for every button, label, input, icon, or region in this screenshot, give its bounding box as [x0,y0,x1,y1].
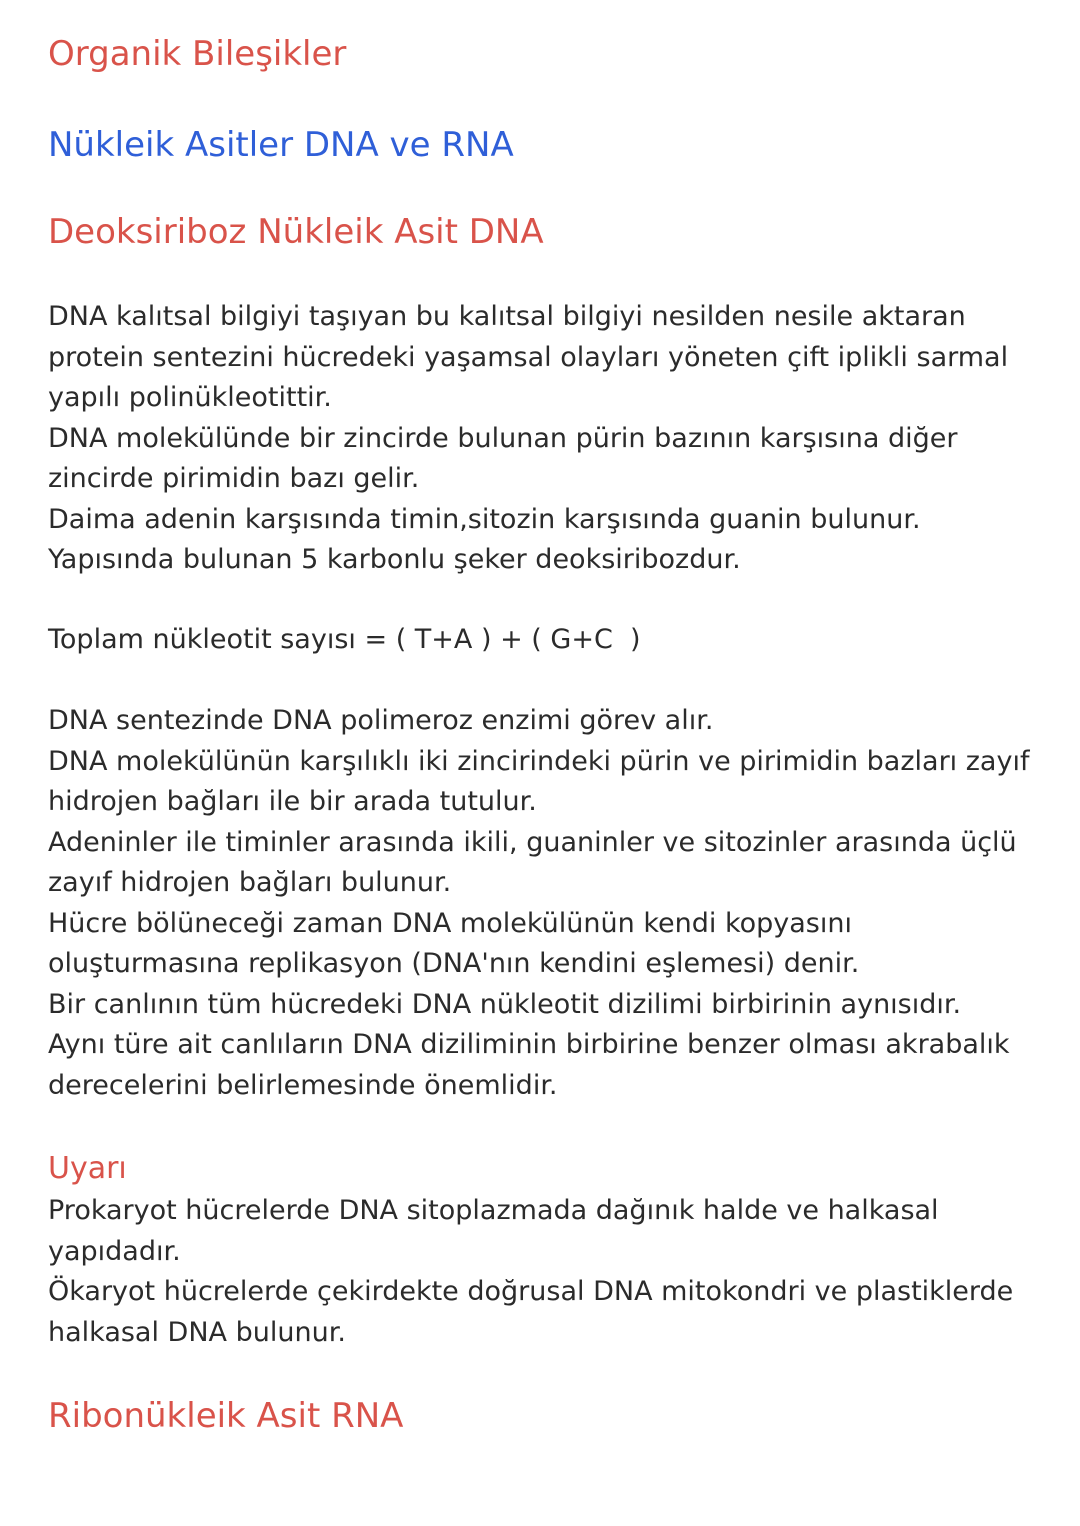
text-line: Daima adenin karşısında timin,sitozin karşısında guanin bulunur. [48,503,921,535]
warning-heading: Uyarı [48,1151,127,1186]
text-line: Aynı türe ait canlıların DNA diziliminin birbirine benzer olması akrabalık [48,1029,1010,1060]
formula-line: Toplam nükleotit sayısı = ( T+A ) + ( G+C ) [48,624,641,655]
text-line: hidrojen bağları ile bir arada tutulur. [48,786,537,817]
text-line: halkasal DNA bulunur. [48,1316,346,1348]
text-line: derecelerini belirlemesinde önemlidir. [48,1069,558,1101]
text-line: DNA molekülünün karşılıklı iki zincirindeki pürin ve pirimidin bazları zayıf [48,745,1030,777]
text-line: DNA kalıtsal bilgiyi taşıyan bu kalıtsal bilgiyi nesilden nesile aktaran [48,301,966,332]
text-line: oluşturmasına replikasyon (DNA'nın kendini eşlemesi) denir. [48,948,860,979]
text-line: Yapısında bulunan 5 karbonlu şeker deoksiribozdur. [48,544,741,575]
text-line: yapılı polinükleotittir. [48,382,332,413]
rna-section-heading: Ribonükleik Asit RNA [48,1396,404,1436]
page-subtitle: Nükleik Asitler DNA ve RNA [48,125,514,165]
text-line: Adeninler ile timinler arasında ikili, guaninler ve sitozinler arasında üçlü [48,826,1017,858]
nucleotide-formula [48,620,1048,661]
page-title: Organik Bileşikler [48,34,347,74]
dna-section-heading: Deoksiriboz Nükleik Asit DNA [48,212,544,252]
text-line: Prokaryot hücrelerde DNA sitoplazmada dağınık halde ve halkasal [48,1195,939,1226]
text-line: zayıf hidrojen bağları bulunur. [48,867,452,898]
text-line: Hücre bölüneceği zaman DNA molekülünün kendi kopyasını [48,907,852,939]
text-line: zincirde pirimidin bazı gelir. [48,463,420,494]
dna-paragraph-2 [48,701,1048,1106]
text-line: DNA molekülünde bir zincirde bulunan pürin bazının karşısına diğer [48,422,958,454]
warning-paragraph [48,1191,1048,1353]
text-line: Bir canlının tüm hücredeki DNA nükleotit dizilimi birbirinin aynısıdır. [48,988,962,1020]
text-line: DNA sentezinde DNA polimeroz enzimi görev alır. [48,705,714,736]
text-line: yapıdadır. [48,1235,181,1267]
text-line: Ökaryot hücrelerde çekirdekte doğrusal DNA mitokondri ve plastiklerde [48,1276,1014,1307]
text-line: protein sentezini hücredeki yaşamsal olayları yöneten çift iplikli sarmal [48,341,1009,373]
dna-paragraph-1 [48,297,1048,581]
